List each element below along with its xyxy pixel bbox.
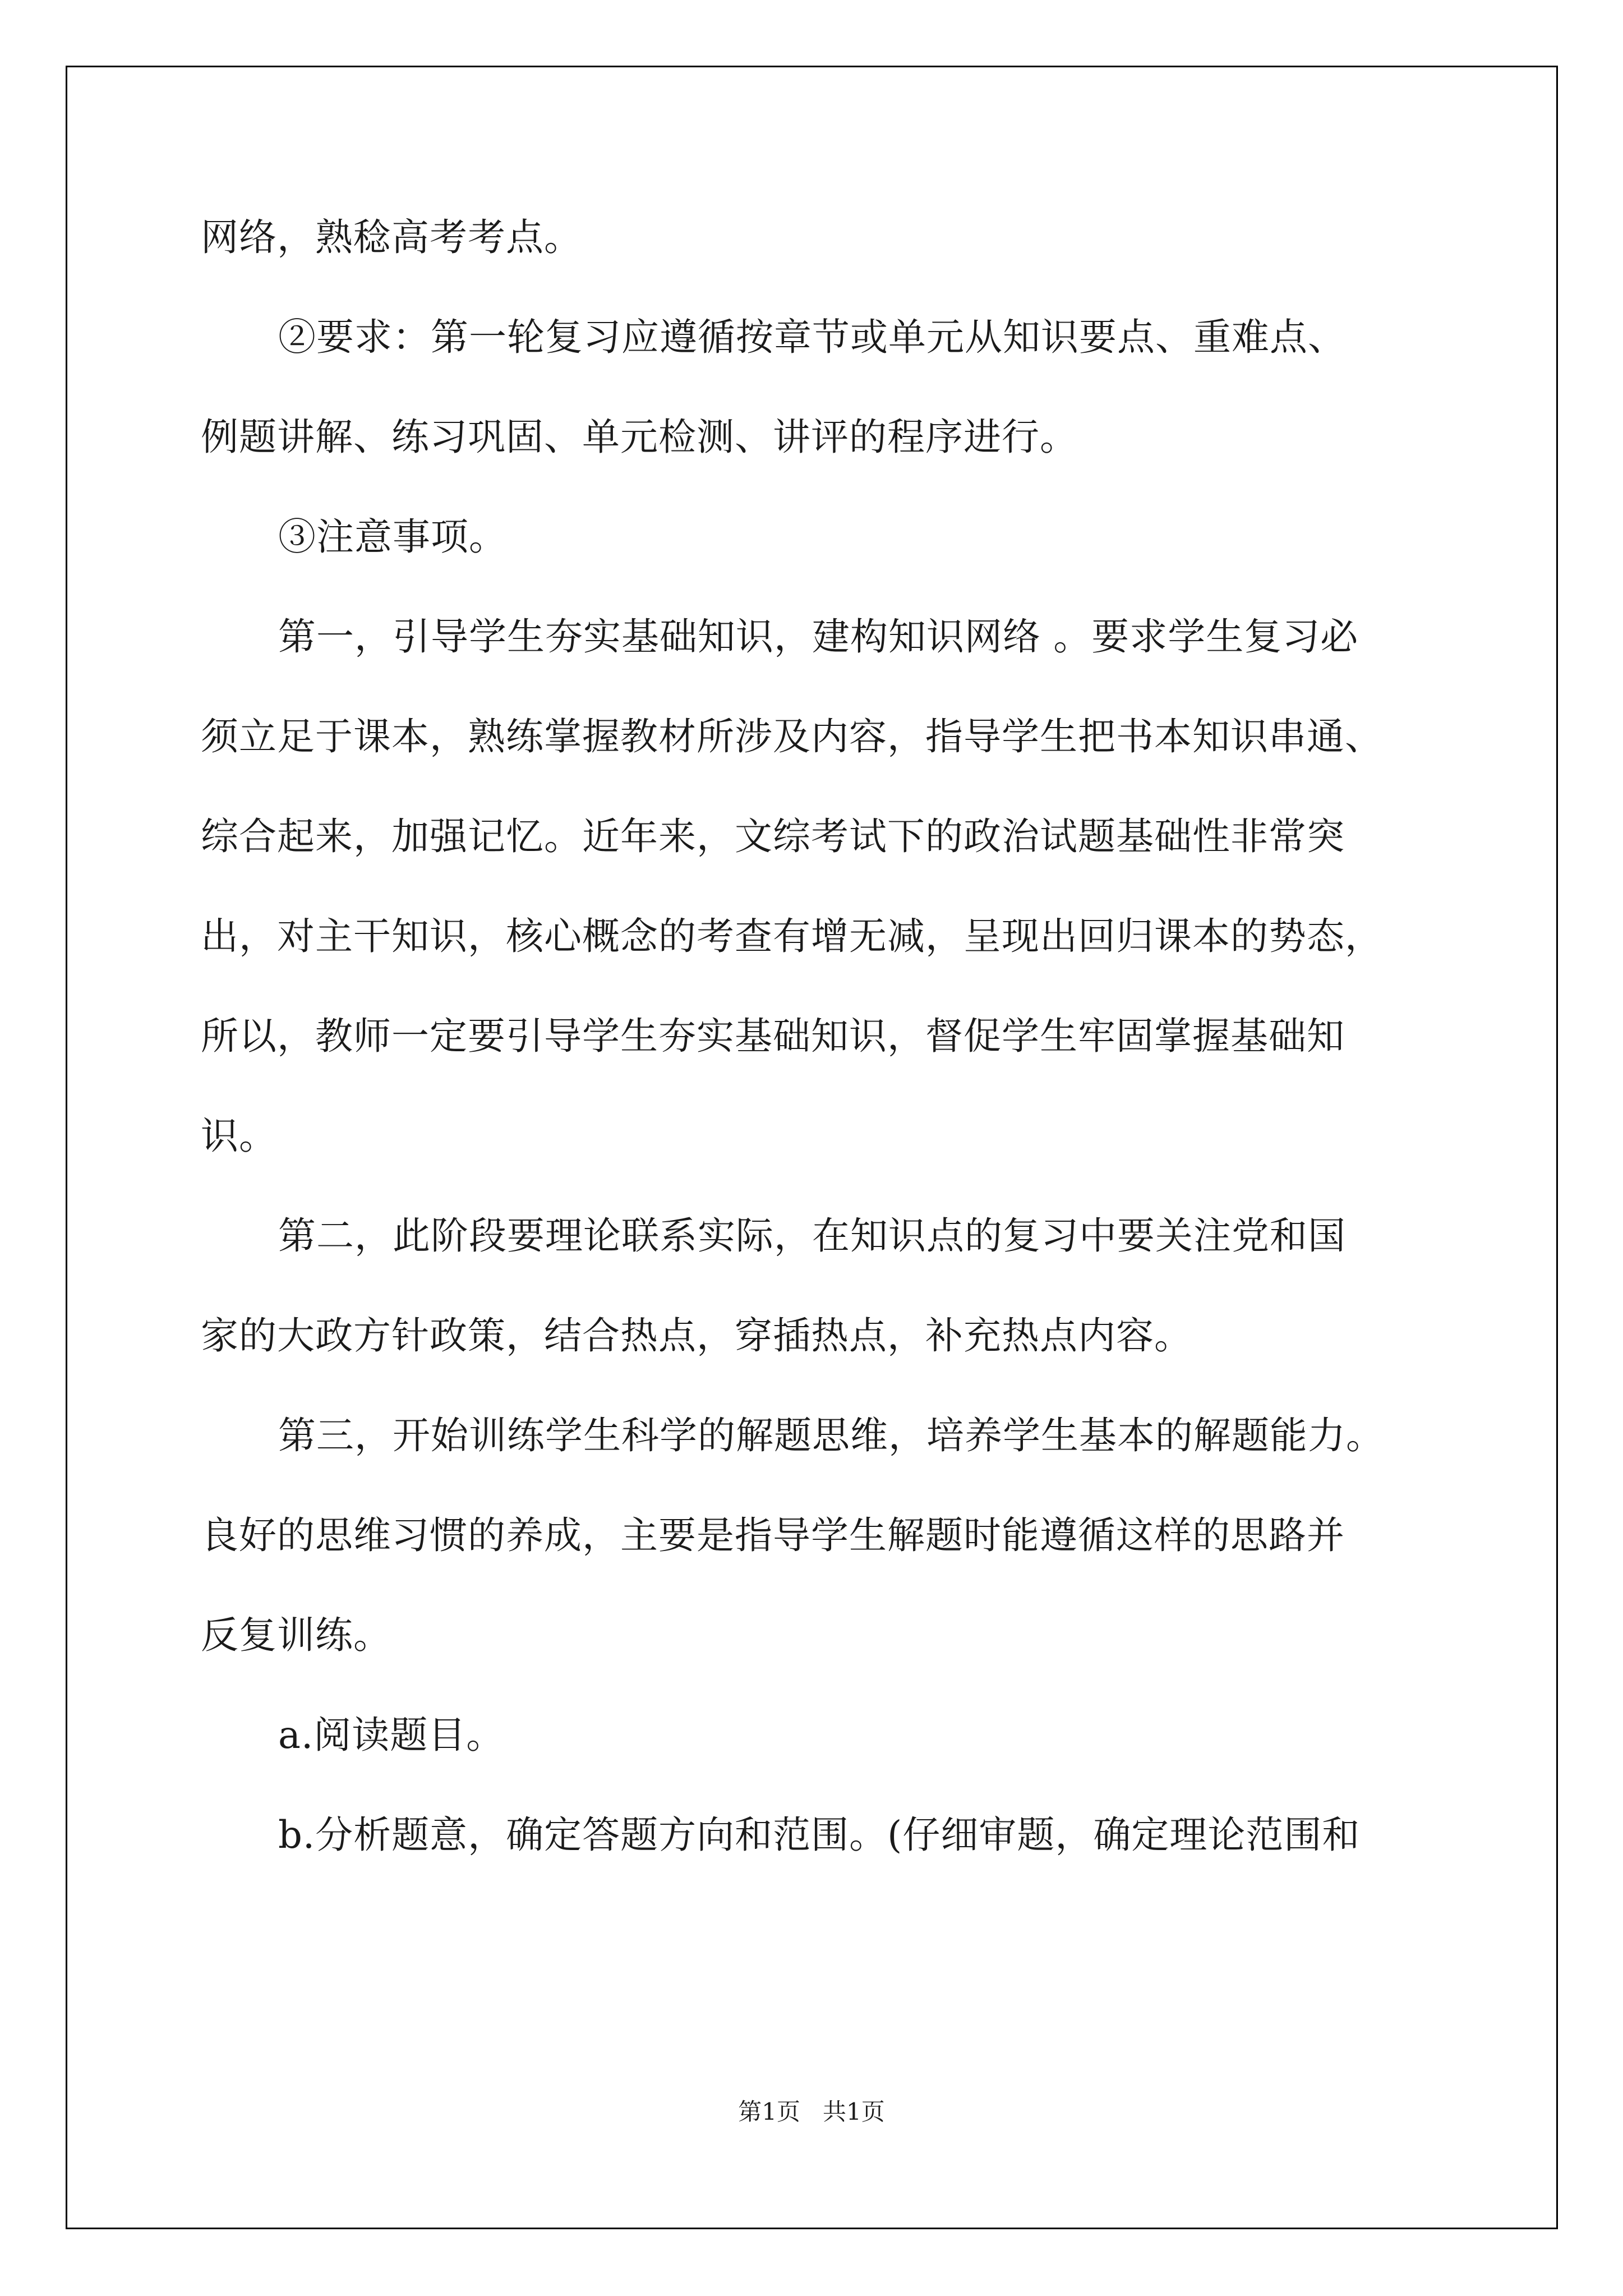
- text-line: 第二，此阶段要理论联系实际，在知识点的复习中要关注党和国: [278, 1214, 1346, 1258]
- text-line: 例题讲解、练习巩固、单元检测、讲评的程序进行。: [201, 415, 1078, 459]
- text-line: 反复训练。: [201, 1613, 391, 1657]
- text-line: 综合起来，加强记忆。近年来，文综考试下的政治试题基础性非常突: [201, 815, 1345, 858]
- page-footer: [0, 2095, 1623, 2129]
- text-line: 出，对主干知识，核心概念的考查有增无减，呈现出回归课本的势态，: [201, 914, 1383, 958]
- document-body: [201, 210, 1474, 1862]
- text-line: a.阅读题目。: [278, 1713, 505, 1757]
- text-line: ③注意事项。: [278, 515, 507, 559]
- text-line: ②要求：第一轮复习应遵循按章节或单元从知识要点、重难点、: [278, 315, 1346, 359]
- page-number: 第1页: [738, 2098, 800, 2125]
- text-line: 网络，熟稔高考考点。: [201, 215, 582, 259]
- text-line: 良好的思维习惯的养成，主要是指导学生解题时能遵循这样的思路并: [201, 1513, 1345, 1557]
- text-line: 第一，引导学生夯实基础知识，建构知识网络 。要求学生复习必: [278, 615, 1359, 659]
- text-line: b.分析题意，确定答题方向和范围。(仔细审题，确定理论范围和: [278, 1813, 1361, 1857]
- text-line: 所以，教师一定要引导学生夯实基础知识，督促学生牢固掌握基础知: [201, 1014, 1345, 1058]
- text-line: 第三，开始训练学生科学的解题思维，培养学生基本的解题能力。: [278, 1414, 1384, 1457]
- text-line: 须立足于课本，熟练掌握教材所涉及内容，指导学生把书本知识串通、: [201, 715, 1383, 758]
- text-line: 识。: [201, 1114, 277, 1158]
- text-line: 家的大政方针政策，结合热点，穿插热点，补充热点内容。: [201, 1314, 1192, 1358]
- page-total: 共1页: [823, 2098, 885, 2125]
